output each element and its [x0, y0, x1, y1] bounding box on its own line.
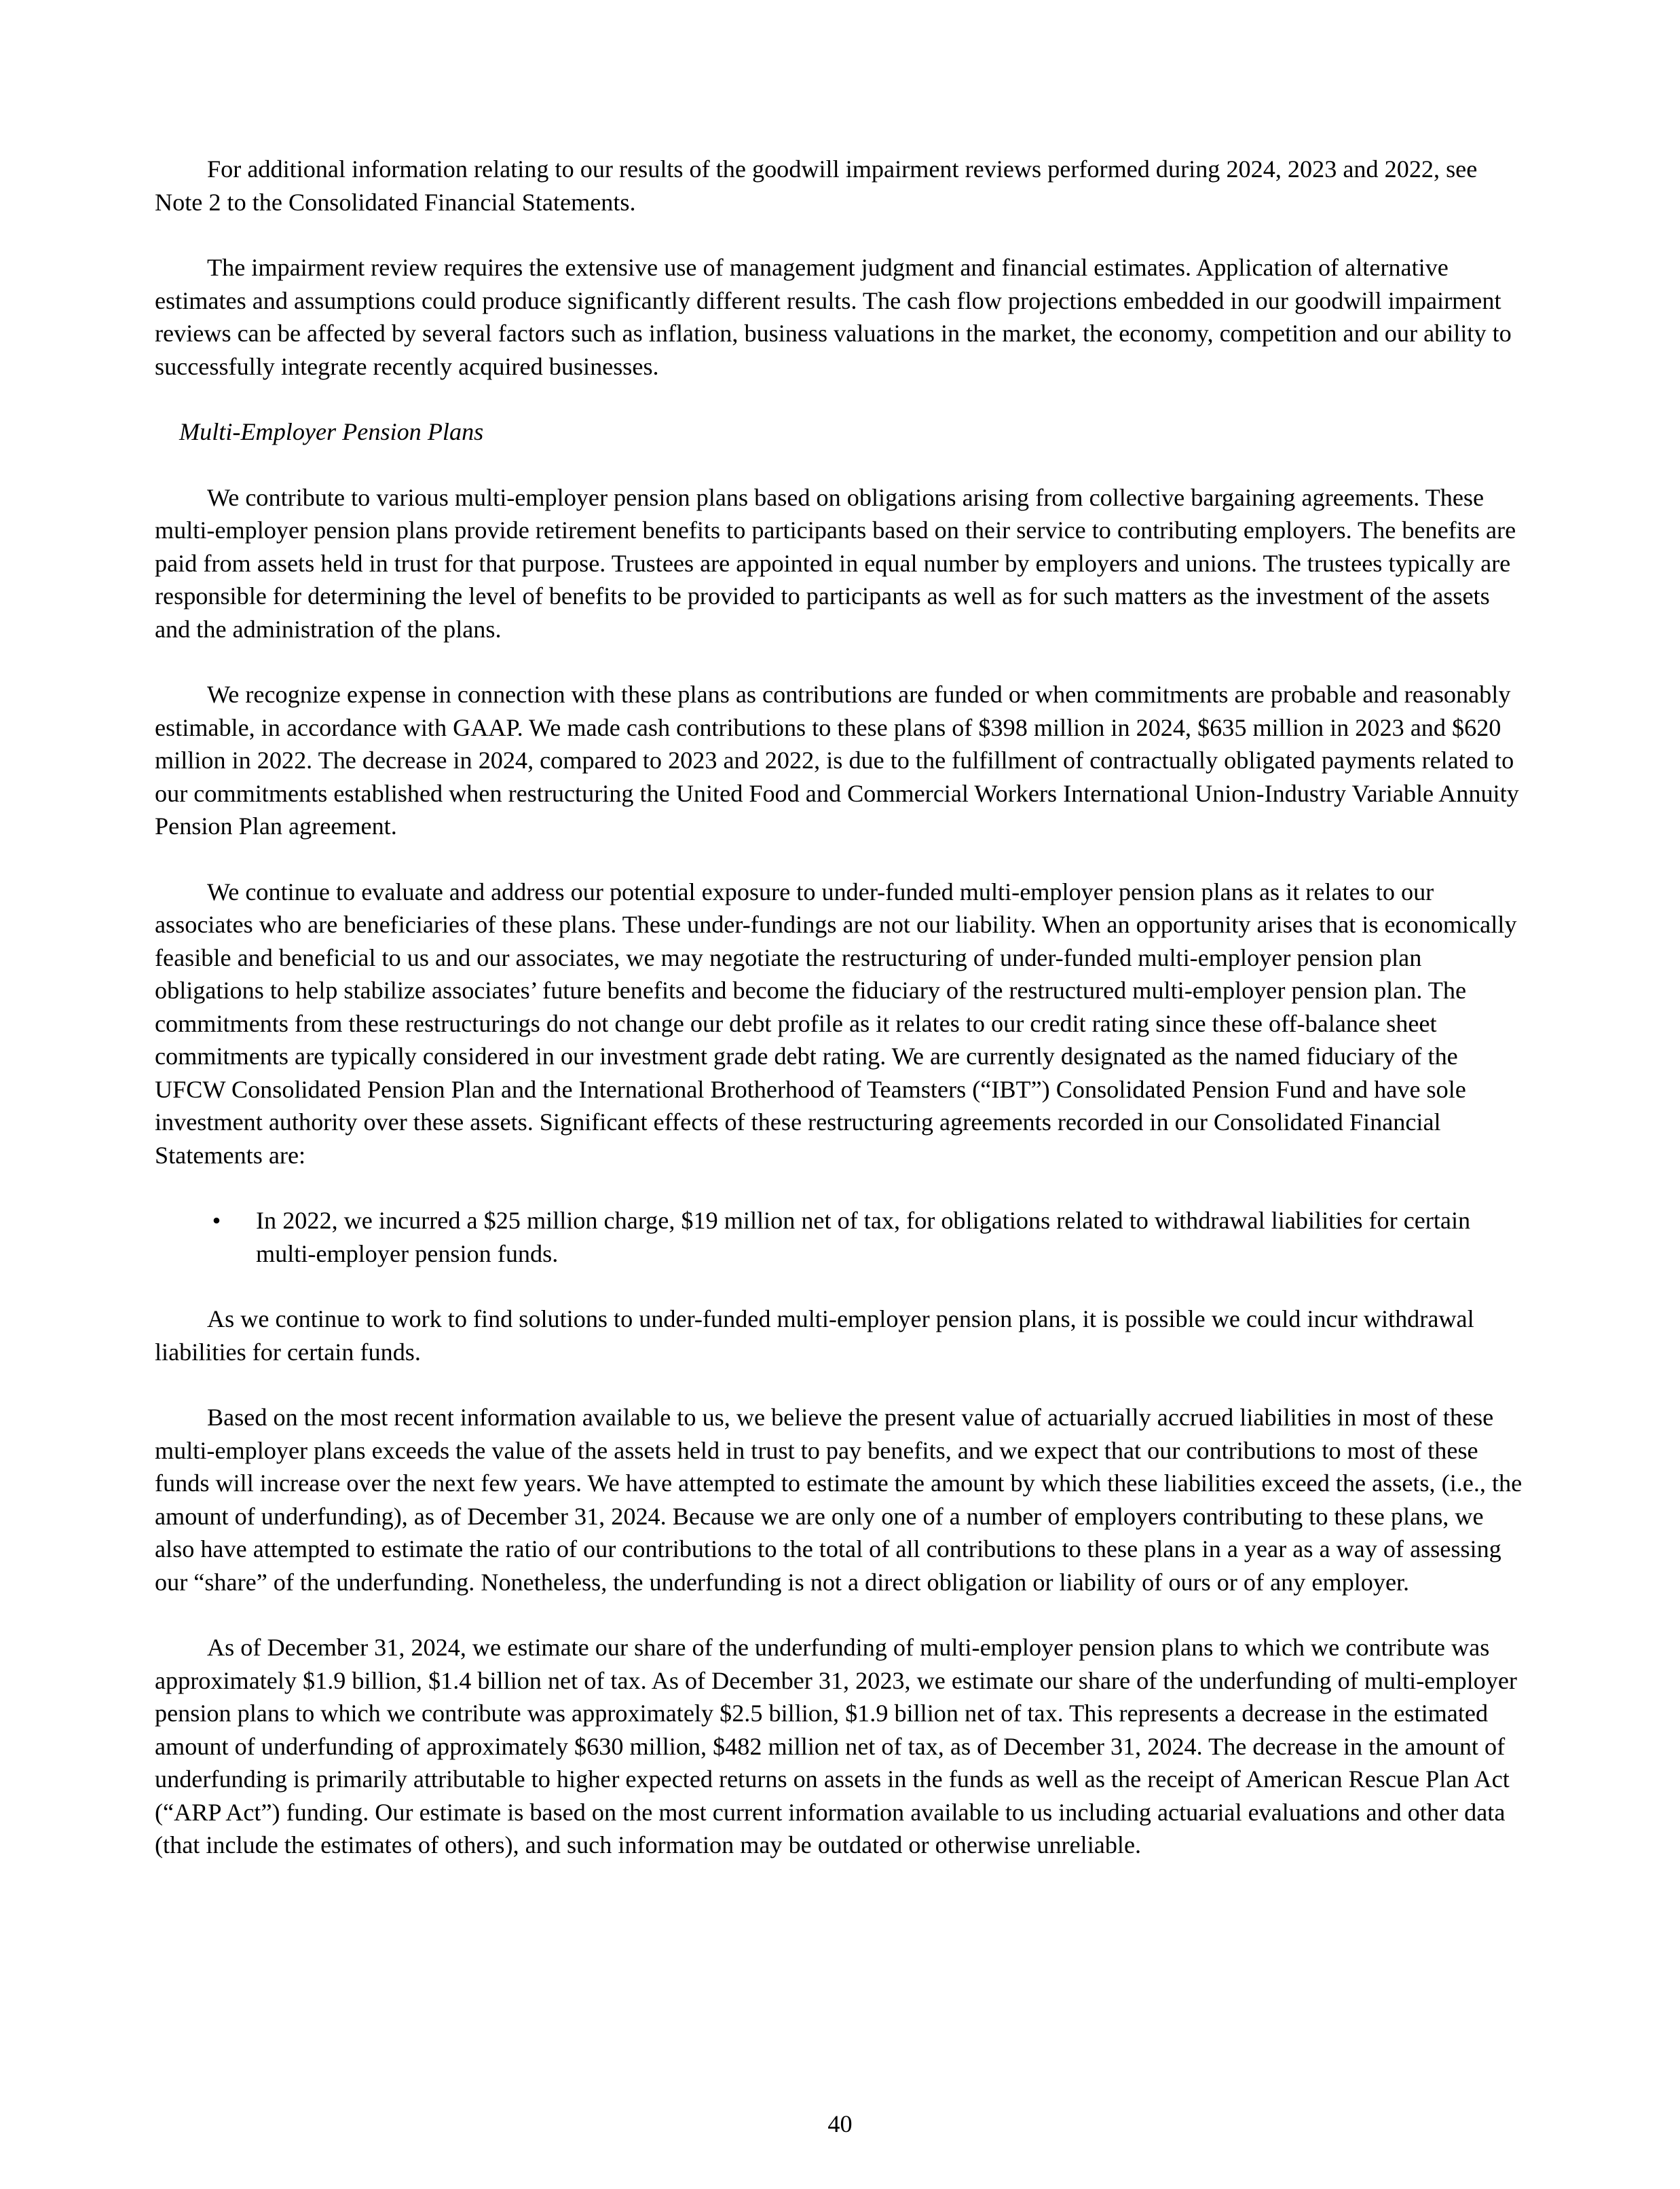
paragraph-pension-expense: We recognize expense in connection with these plans as contributions are funded or when commitments are probable and reasonably estimable, in accordance with GAAP. We made cash contributions to these plans of $398 million in 2024, $635 million in 2023 and $620 million in 2022. The decrease in 2024, compared to 2023 and 2022, is due to the fulfillment of contractually obligated payments related to our commitments established when restructuring the United Food and Commercial Workers International Union-Industry Variable Annuity Pension Plan agreement.	[155, 681, 1519, 840]
paragraph-withdrawal-liabilities: As we continue to work to find solutions to under-funded multi-employer pension plans, it is possible we could incur withdrawal liabilities for certain funds.	[155, 1305, 1474, 1366]
paragraph-pension-exposure: We continue to evaluate and address our potential exposure to under-funded multi-employer pension plans as it relates to our associates who are beneficiaries of these plans. These under-fundings are not our liability. When an opportunity arises that is economically feasible and beneficial to us and our associates, we may negotiate the restructuring of under-funded multi-employer pension plan obligations to help stabilize associates’ future benefits and become the fiduciary of the restructured multi-employer pension plan. The commitments from these restructurings do not change our debt profile as it relates to our credit rating since these off-balance sheet commitments are typically considered in our investment grade debt rating. We are currently designated as the named fiduciary of the UFCW Consolidated Pension Plan and the International Brotherhood of Teamsters (“IBT”) Consolidated Pension Fund and have sole investment authority over these assets. Significant effects of these restructuring agreements recorded in our Consolidated Financial Statements are:	[155, 878, 1517, 1169]
paragraph-pension-overview: We contribute to various multi-employer pension plans based on obligations arising from collective bargaining agreements. These multi-employer pension plans provide retirement benefits to participants based on their service to contributing employers. The benefits are paid from assets held in trust for that purpose. Trustees are appointed in equal number by employers and unions. The trustees typically are responsible for determining the level of benefits to be provided to participants as well as for such matters as the investment of the assets and the administration of the plans.	[155, 483, 1516, 643]
bullet-text: In 2022, we incurred a $25 million charge, $19 million net of tax, for obligations related to withdrawal liabilities for certain multi-employer pension funds.	[256, 1207, 1471, 1267]
section-heading: Multi-Employer Pension Plans	[179, 418, 484, 445]
list-item	[155, 1204, 1527, 1270]
paragraph-goodwill-reference: For additional information relating to our results of the goodwill impairment reviews performed during 2024, 2023 and 2022, see Note 2 to the Consolidated Financial Statements.	[155, 155, 1478, 216]
page-number: 40	[827, 2110, 853, 2137]
paragraph-underfunding-estimate: Based on the most recent information available to us, we believe the present value of actuarially accrued liabilities in most of these multi-employer plans exceeds the value of the assets held in trust to pay benefits, and we expect that our contributions to most of these funds will increase over the next few years. We have attempted to estimate the amount by which these liabilities exceed the assets, (i.e., the amount of underfunding), as of December 31, 2024. Because we are only one of a number of employers contributing to these plans, we also have attempted to estimate the ratio of our contributions to the total of all contributions to these plans in a year as a way of assessing our “share” of the underfunding. Nonetheless, the underfunding is not a direct obligation or liability of ours or of any employer.	[155, 1404, 1523, 1596]
paragraph-underfunding-share: As of December 31, 2024, we estimate our share of the underfunding of multi-employer pension plans to which we contribute was approximately $1.9 billion, $1.4 billion net of tax. As of December 31, 2023, we estimate our share of the underfunding of multi-employer pension plans to which we contribute was approximately $2.5 billion, $1.9 billion net of tax. This represents a decrease in the estimated amount of underfunding of approximately $630 million, $482 million net of tax, as of December 31, 2024. The decrease in the amount of underfunding is primarily attributable to higher expected returns on assets in the funds as well as the receipt of American Rescue Plan Act (“ARP Act”) funding. Our estimate is based on the most current information available to us including actuarial evaluations and other data (that include the estimates of others), and such information may be outdated or otherwise unreliable.	[155, 1634, 1517, 1858]
bullet-marker: •	[212, 1207, 221, 1234]
document-body	[155, 153, 1527, 1894]
paragraph-impairment-review: The impairment review requires the extensive use of management judgment and financial estimates. Application of alternative estimates and assumptions could produce significantly different results. The cash flow projections embedded in our goodwill impairment reviews can be affected by several factors such as inflation, business valuations in the market, the economy, competition and our ability to successfully integrate recently acquired businesses.	[155, 254, 1512, 380]
bullet-list	[155, 1204, 1527, 1270]
